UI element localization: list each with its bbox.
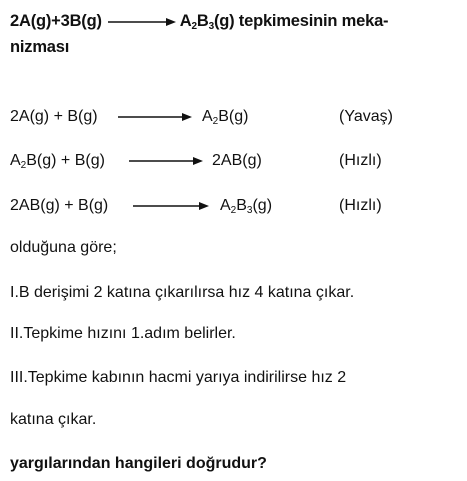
right-arrow-icon xyxy=(133,201,209,211)
intro-text: olduğuna göre; xyxy=(10,239,117,256)
title-product-sub1: 2 xyxy=(191,21,197,32)
statement-3: III.Tepkime kabının hacmi yarıya indirilirse hız 2 xyxy=(10,369,347,386)
step3-product: $A_2B_3(g)$ xyxy=(220,197,273,216)
step2-speed: (Hızlı) xyxy=(339,152,382,169)
right-arrow-icon xyxy=(129,156,203,166)
statement-2: II.Tepkime hızını 1.adım belirler. xyxy=(10,325,236,342)
question-prompt: yargılarından hangileri doğrudur? xyxy=(10,455,267,472)
title-product-sub2: 3 xyxy=(208,21,214,32)
step3-speed: (Hızlı) xyxy=(339,197,382,214)
mechanism-step-2 xyxy=(10,151,460,171)
step3-reactant: 2AB(g) + B(g) xyxy=(10,197,109,214)
step1-reactant: 2A(g) + B(g) xyxy=(10,108,98,125)
mechanism-step-3 xyxy=(10,196,460,216)
title-tail: (g) tepkimesinin meka- xyxy=(213,12,389,30)
statement-1: I.B derişimi 2 katına çıkarılırsa hız 4 katına çıkar. xyxy=(10,284,355,301)
right-arrow-icon xyxy=(118,112,192,122)
title-product-b: B xyxy=(196,12,209,30)
title-product-a: A xyxy=(179,12,192,30)
title-line2: nizması xyxy=(10,38,70,56)
right-arrow-icon xyxy=(108,17,176,27)
step1-speed: (Yavaş) xyxy=(339,108,393,125)
step1-product: $A_2B(g)$ xyxy=(202,108,249,127)
title-reactants: 2A(g)+3B(g) xyxy=(10,12,102,30)
step2-reactant: $A_2B(g) + B(g)$ xyxy=(10,152,105,171)
question-title xyxy=(10,8,460,60)
step2-product: 2AB(g) xyxy=(212,152,262,169)
statement-3-cont: katına çıkar. xyxy=(10,411,97,428)
mechanism-step-1 xyxy=(10,107,460,127)
